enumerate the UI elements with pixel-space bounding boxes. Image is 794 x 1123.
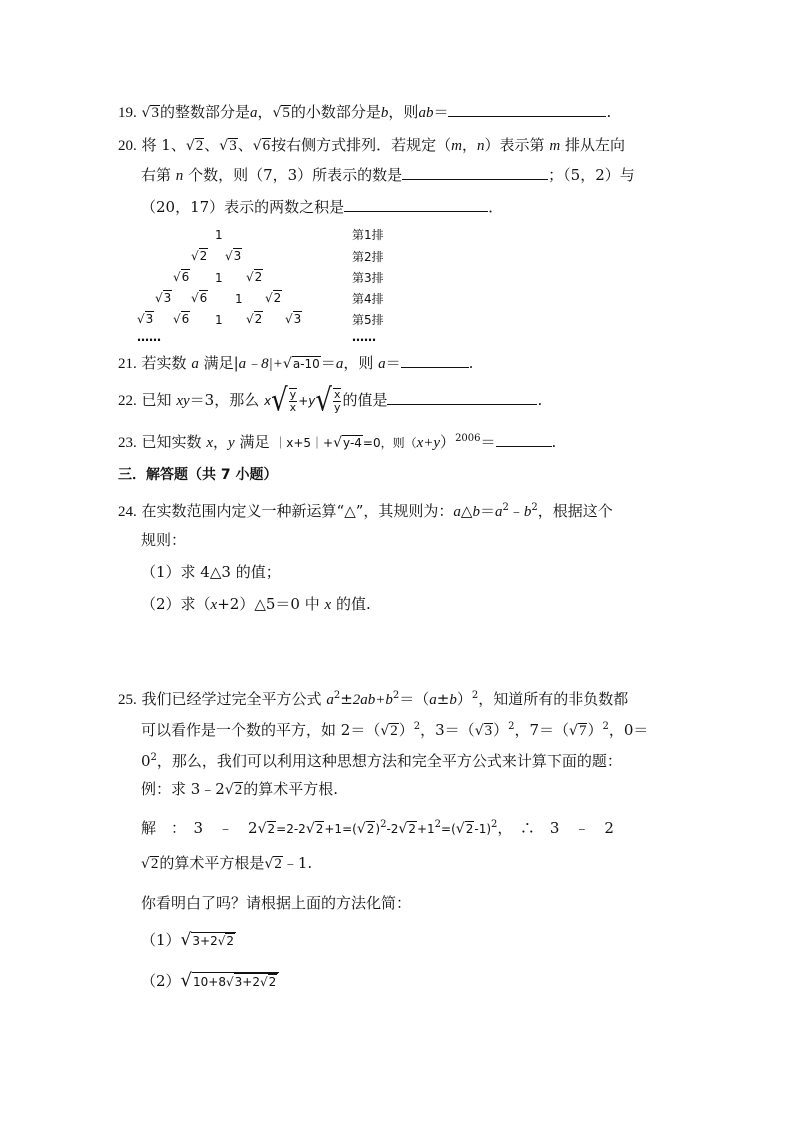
section-title: 三．解答题（共 7 小题） <box>118 467 278 483</box>
question-22: 22. 已知 xy＝3，那么 x√ $\frac{y}{x}$ +y√ $\frac{x}{y}$ 的值是 . <box>118 383 543 419</box>
question-24-line-2: 规则： <box>141 531 187 549</box>
answer-blank[interactable] <box>401 352 469 368</box>
question-25-part-1: （1）√3+2√2 <box>141 930 235 950</box>
answer-blank[interactable] <box>344 196 488 212</box>
answer-blank[interactable] <box>496 431 552 447</box>
solution-line: 解 ： 3 ﹣ $2√2=2-2√2+1=(√2)^2-2√2+1^2=(√2-1)^2$， ∴ 3 ﹣ 2 <box>141 819 614 837</box>
instruction-line: 你看明白了吗？请根据上面的方法化简： <box>141 894 412 912</box>
question-24-part-1: （1）求 4△3 的值； <box>141 563 281 581</box>
question-25-part-2: （2）√10+8√3+2√2 <box>141 970 279 992</box>
question-23: 23. 已知实数 x，y 满足 ｜x+5｜+√y-4=0，则$(x+y)^{2006}=$ . <box>118 433 557 451</box>
question-24: 24. 在实数范围内定义一种新运算“△”，其规则为：$a\triangle b=a^2﹣b^2$，根据这个 <box>118 502 613 520</box>
question-25-line-3: $0^2$，那么，我们可以利用这种思想方法和完全平方公式来计算下面的题： <box>141 752 622 770</box>
question-20-line-2: 右第 n 个数，则（7，3）所表示的数是 ；（5，2）与 <box>141 166 635 184</box>
question-25: 25. 我们已经学过完全平方公式 $a^2\pm 2ab+b^2=(a\pm b)^2$，知道所有的非负数都 <box>118 690 629 708</box>
question-20-line-3: （20，17）表示的两数之积是 ． <box>141 198 504 216</box>
answer-blank[interactable] <box>387 389 537 405</box>
question-24-part-2: （2）求（x+2）△5＝0 中 x 的值. <box>141 595 371 613</box>
answer-blank[interactable] <box>448 101 606 117</box>
answer-blank[interactable] <box>402 164 548 180</box>
solution-line-2: √2的算术平方根是√2﹣1. <box>141 854 313 872</box>
question-21: 21. 若实数 a 满足|a﹣8|+√a-10＝a，则 a＝ . <box>118 354 474 372</box>
question-19: 19. √3的整数部分是a，√5的小数部分是b，则ab＝ . <box>118 103 612 121</box>
question-25-line-2: 可以看作是一个数的平方，如 $2=(√2)^2$，$3=(√3)^2$，$7=(√7)^2$，0＝ <box>141 721 649 739</box>
example-line: 例：求 3﹣2√2的算术平方根. <box>141 780 339 798</box>
question-20: 20. 将 1、√2、√3、√6按右侧方式排列．若规定（m，n）表示第 m 排从左向 <box>118 136 625 154</box>
